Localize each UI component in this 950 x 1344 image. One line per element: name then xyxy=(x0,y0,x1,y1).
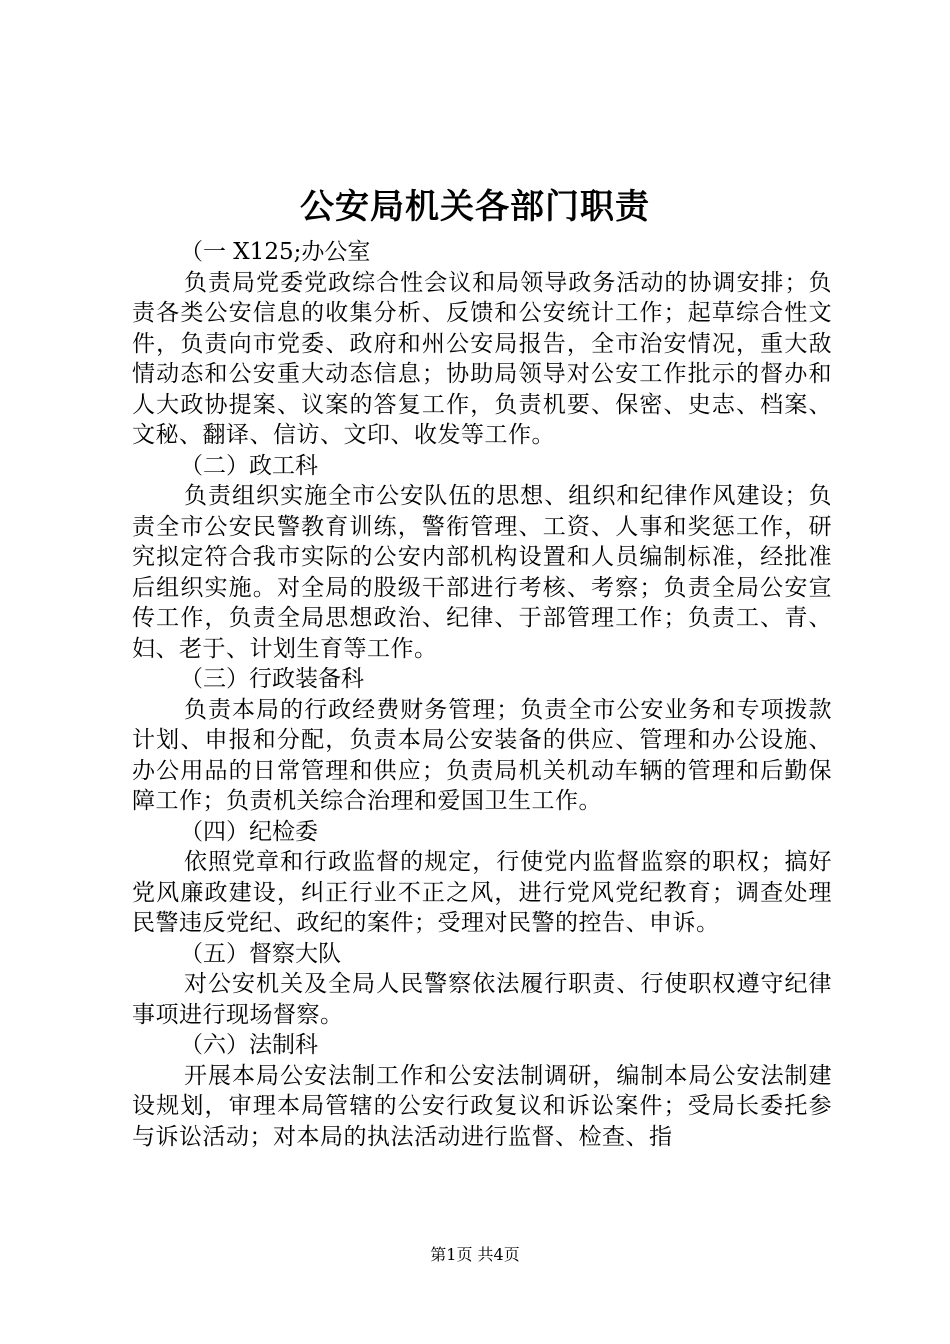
section-inspection-brigade xyxy=(132,939,832,1031)
section-discipline-inspection xyxy=(132,817,832,939)
section-heading: （三）行政装备科 xyxy=(180,666,364,692)
section-office xyxy=(132,237,832,451)
section-body: 负责组织实施全市公安队伍的思想、组织和纪律作风建设；负责全市公安民警教育训练，警衔管理、工资、人事和奖惩工作，研究拟定符合我市实际的公安内部机构设置和人员编制标准，经批准后组织实施。对全局的股级干部进行考核、考察；负责全局公安宣传工作，负责全局思想政治、纪律、于部管理工作；负责工、青、妇、老于、计划生育等工作。 xyxy=(132,483,832,662)
section-heading: （六）法制科 xyxy=(180,1032,318,1058)
section-heading: （四）纪检委 xyxy=(180,818,318,845)
document-content xyxy=(132,237,832,1152)
page-number: 第1页 共4页 xyxy=(430,1245,520,1264)
section-heading: （二）政工科 xyxy=(180,452,318,479)
section-body: 依照党章和行政监督的规定，行使党内监督监察的职权；搞好党风廉政建设，纠正行业不正之风，进行党风党纪教育；调查处理民警违反党纪、政纪的案件；受理对民警的控告、申诉。 xyxy=(132,849,832,936)
section-administration-equipment xyxy=(132,664,832,817)
section-body: 负责本局的行政经费财务管理；负责全市公安业务和专项拨款计划、申报和分配，负责本局公安装备的供应、管理和办公设施、办公用品的日常管理和供应；负责局机关机动车辆的管理和后勤保障工作；负责机关综合治理和爱国卫生工作。 xyxy=(132,696,832,814)
section-political-work xyxy=(132,451,832,665)
section-legal-affairs xyxy=(132,1030,832,1152)
section-heading: （五）督察大队 xyxy=(180,940,341,967)
section-body: 对公安机关及全局人民警察依法履行职责、行使职权遵守纪律事项进行现场督察。 xyxy=(132,971,832,1028)
section-body: 开展本局公安法制工作和公安法制调研，编制本局公安法制建设规划，审理本局管辖的公安行政复议和诉讼案件；受局长委托参与诉讼活动；对本局的执法活动进行监督、检查、指 xyxy=(132,1062,832,1150)
section-heading: （一 X125;办公室 xyxy=(180,239,371,265)
document-title: 公安局机关各部门职责 xyxy=(300,187,650,227)
section-body: 负责局党委党政综合性会议和局领导政务活动的协调安排；负责各类公安信息的收集分析、反馈和公安统计工作；起草综合性文件，负责向市党委、政府和州公安局报告，全市治安情况，重大敌情动态和公安重大动态信息；协助局领导对公安工作批示的督办和人大政协提案、议案的答复工作，负责机要、保密、史志、档案、文秘、翻译、信访、文印、收发等工作。 xyxy=(132,269,832,448)
